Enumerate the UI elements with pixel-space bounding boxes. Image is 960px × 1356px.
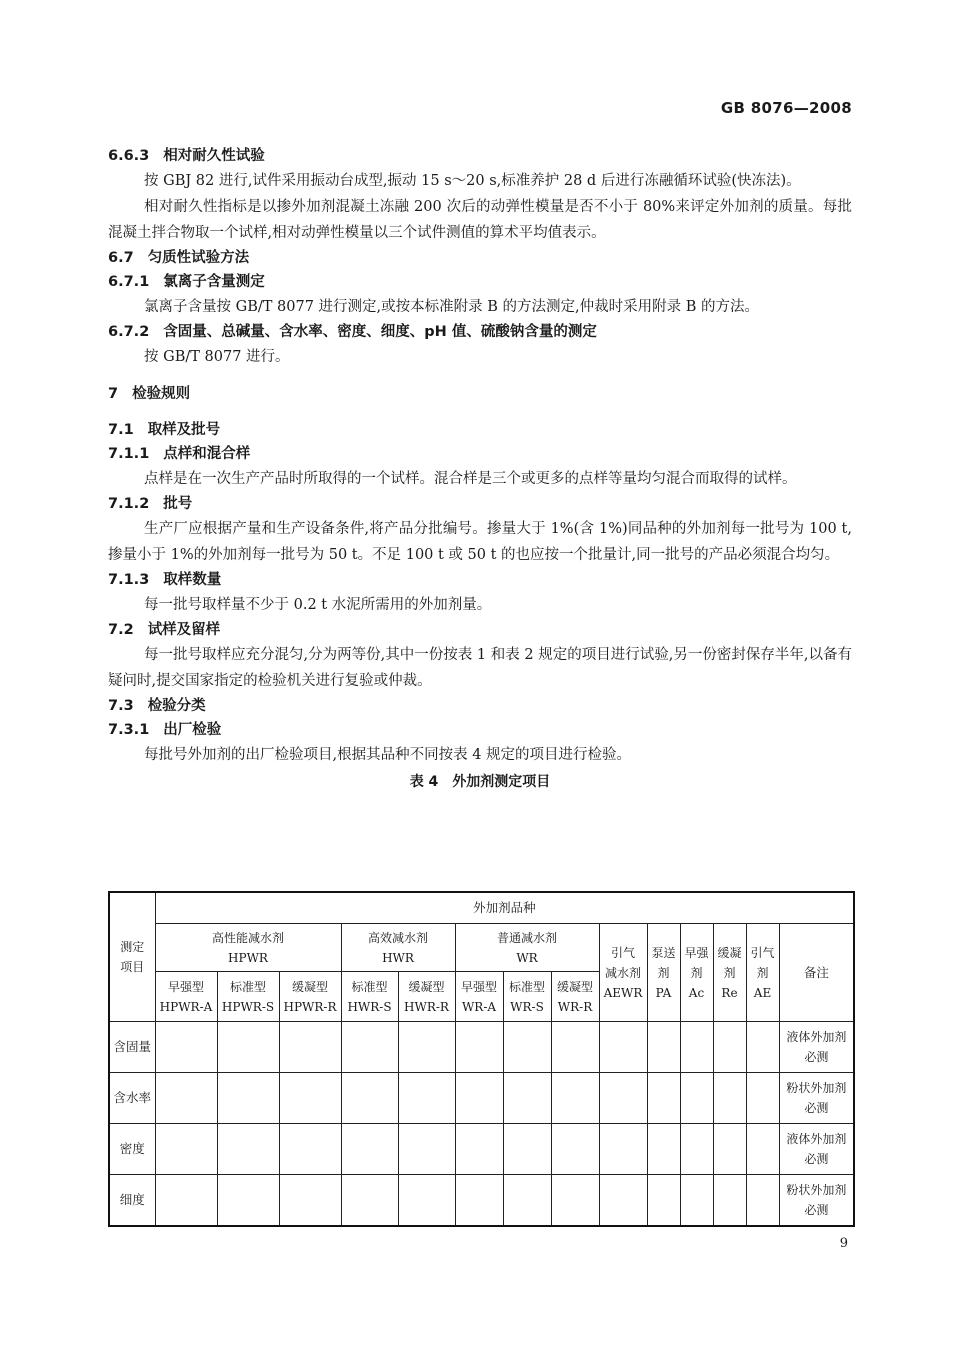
paragraph: 按 GB/T 8077 进行。: [144, 349, 290, 365]
paragraph: 按 GBJ 82 进行,试件采用振动台成型,振动 15 s～20 s,标准养护 28 d 后进行冻融循环试验(快冻法)。: [144, 173, 801, 189]
subtype-header: 缓凝型 HPWR-R: [279, 972, 341, 1022]
subtype-header: 缓凝型 WR-R: [551, 972, 599, 1022]
remark-cell: 液体外加剂 必测: [779, 1124, 854, 1175]
table-row: [109, 1022, 854, 1073]
hpwr-header: 高性能减水剂 HPWR: [155, 924, 341, 972]
section-heading: 6.7.1 氯离子含量测定: [108, 274, 265, 290]
section-heading: 7.1.3 取样数量: [108, 572, 222, 588]
remark-cell: 粉状外加剂 必测: [779, 1073, 854, 1124]
section-heading: 7.1.2 批号: [108, 496, 193, 512]
subtype-header: 早强型 HPWR-A: [155, 972, 217, 1022]
subtype-header: 早强型 WR-A: [455, 972, 503, 1022]
table-caption: 表 4 外加剂测定项目: [409, 774, 551, 790]
section-heading: 7.1 取样及批号: [108, 422, 221, 438]
item-cell: 细度: [109, 1175, 155, 1226]
section-heading: 7.3 检验分类: [108, 698, 206, 714]
remark-cell: 液体外加剂 必测: [779, 1022, 854, 1073]
admixture-test-items-table: [108, 891, 855, 1227]
wr-header: 普通减水剂 WR: [455, 924, 599, 972]
table-row: [109, 1175, 854, 1226]
subtype-header: 标准型 HPWR-S: [217, 972, 279, 1022]
paragraph: 每批号外加剂的出厂检验项目,根据其品种不同按表 4 规定的项目进行检验。: [144, 747, 632, 763]
paragraph: 每一批号取样量不少于 0.2 t 水泥所需用的外加剂量。: [144, 597, 492, 613]
section-heading: 7.3.1 出厂检验: [108, 722, 222, 738]
item-cell: 含水率: [109, 1073, 155, 1124]
paragraph: 相对耐久性指标是以掺外加剂混凝土冻融 200 次后的动弹性模量是否不小于 80%来评定外加剂的质量。每批混凝土拌合物取一个试样,相对动弹性模量以三个试件测值的算术平均值表示。: [108, 199, 852, 241]
section-heading: 7.2 试样及留样: [108, 622, 221, 638]
varieties-header: 外加剂品种: [155, 892, 854, 924]
section-heading: 7.1.1 点样和混合样: [108, 446, 251, 462]
remark-header: 备注: [779, 924, 854, 1022]
subtype-header: 标准型 WR-S: [503, 972, 551, 1022]
section-heading: 6.6.3 相对耐久性试验: [108, 148, 265, 164]
remark-cell: 粉状外加剂 必测: [779, 1175, 854, 1226]
standard-code: GB 8076—2008: [720, 99, 852, 117]
aewr-header: 引气 减水剂 AEWR: [599, 924, 647, 1022]
chapter-heading: 7 检验规则: [108, 386, 191, 402]
item-cell: 含固量: [109, 1022, 155, 1073]
document-body: [108, 144, 852, 799]
item-cell: 密度: [109, 1124, 155, 1175]
paragraph: 生产厂应根据产量和生产设备条件,将产品分批编号。掺量大于 1%(含 1%)同品种的外加剂每一批号为 100 t,掺量小于 1%的外加剂每一批号为 50 t。不足 100 t 或 50 t 的也应按一个批量计,同一批号的产品必须混合均匀。: [108, 521, 852, 563]
pa-header: 泵送 剂 PA: [647, 924, 680, 1022]
hwr-header: 高效减水剂 HWR: [341, 924, 455, 972]
section-heading: 6.7 匀质性试验方法: [108, 250, 250, 266]
item-header: 测定 项目: [109, 892, 155, 1022]
subtype-header: 标准型 HWR-S: [341, 972, 398, 1022]
ac-header: 早强 剂 Ac: [680, 924, 713, 1022]
re-header: 缓凝 剂 Re: [713, 924, 746, 1022]
ae-header: 引气 剂 AE: [746, 924, 779, 1022]
page-number: 9: [839, 1236, 848, 1251]
table-row: [109, 1073, 854, 1124]
section-heading: 6.7.2 含固量、总碱量、含水率、密度、细度、pH 值、硫酸钠含量的测定: [108, 324, 597, 340]
paragraph: 氯离子含量按 GB/T 8077 进行测定,或按本标准附录 B 的方法测定,仲裁时采用附录 B 的方法。: [144, 299, 759, 315]
paragraph: 每一批号取样应充分混匀,分为两等份,其中一份按表 1 和表 2 规定的项目进行试验,另一份密封保存半年,以备有疑问时,提交国家指定的检验机关进行复验或仲裁。: [108, 647, 852, 689]
table-row: [109, 1124, 854, 1175]
paragraph: 点样是在一次生产产品时所取得的一个试样。混合样是三个或更多的点样等量均匀混合而取得的试样。: [144, 471, 797, 487]
subtype-header: 缓凝型 HWR-R: [398, 972, 455, 1022]
